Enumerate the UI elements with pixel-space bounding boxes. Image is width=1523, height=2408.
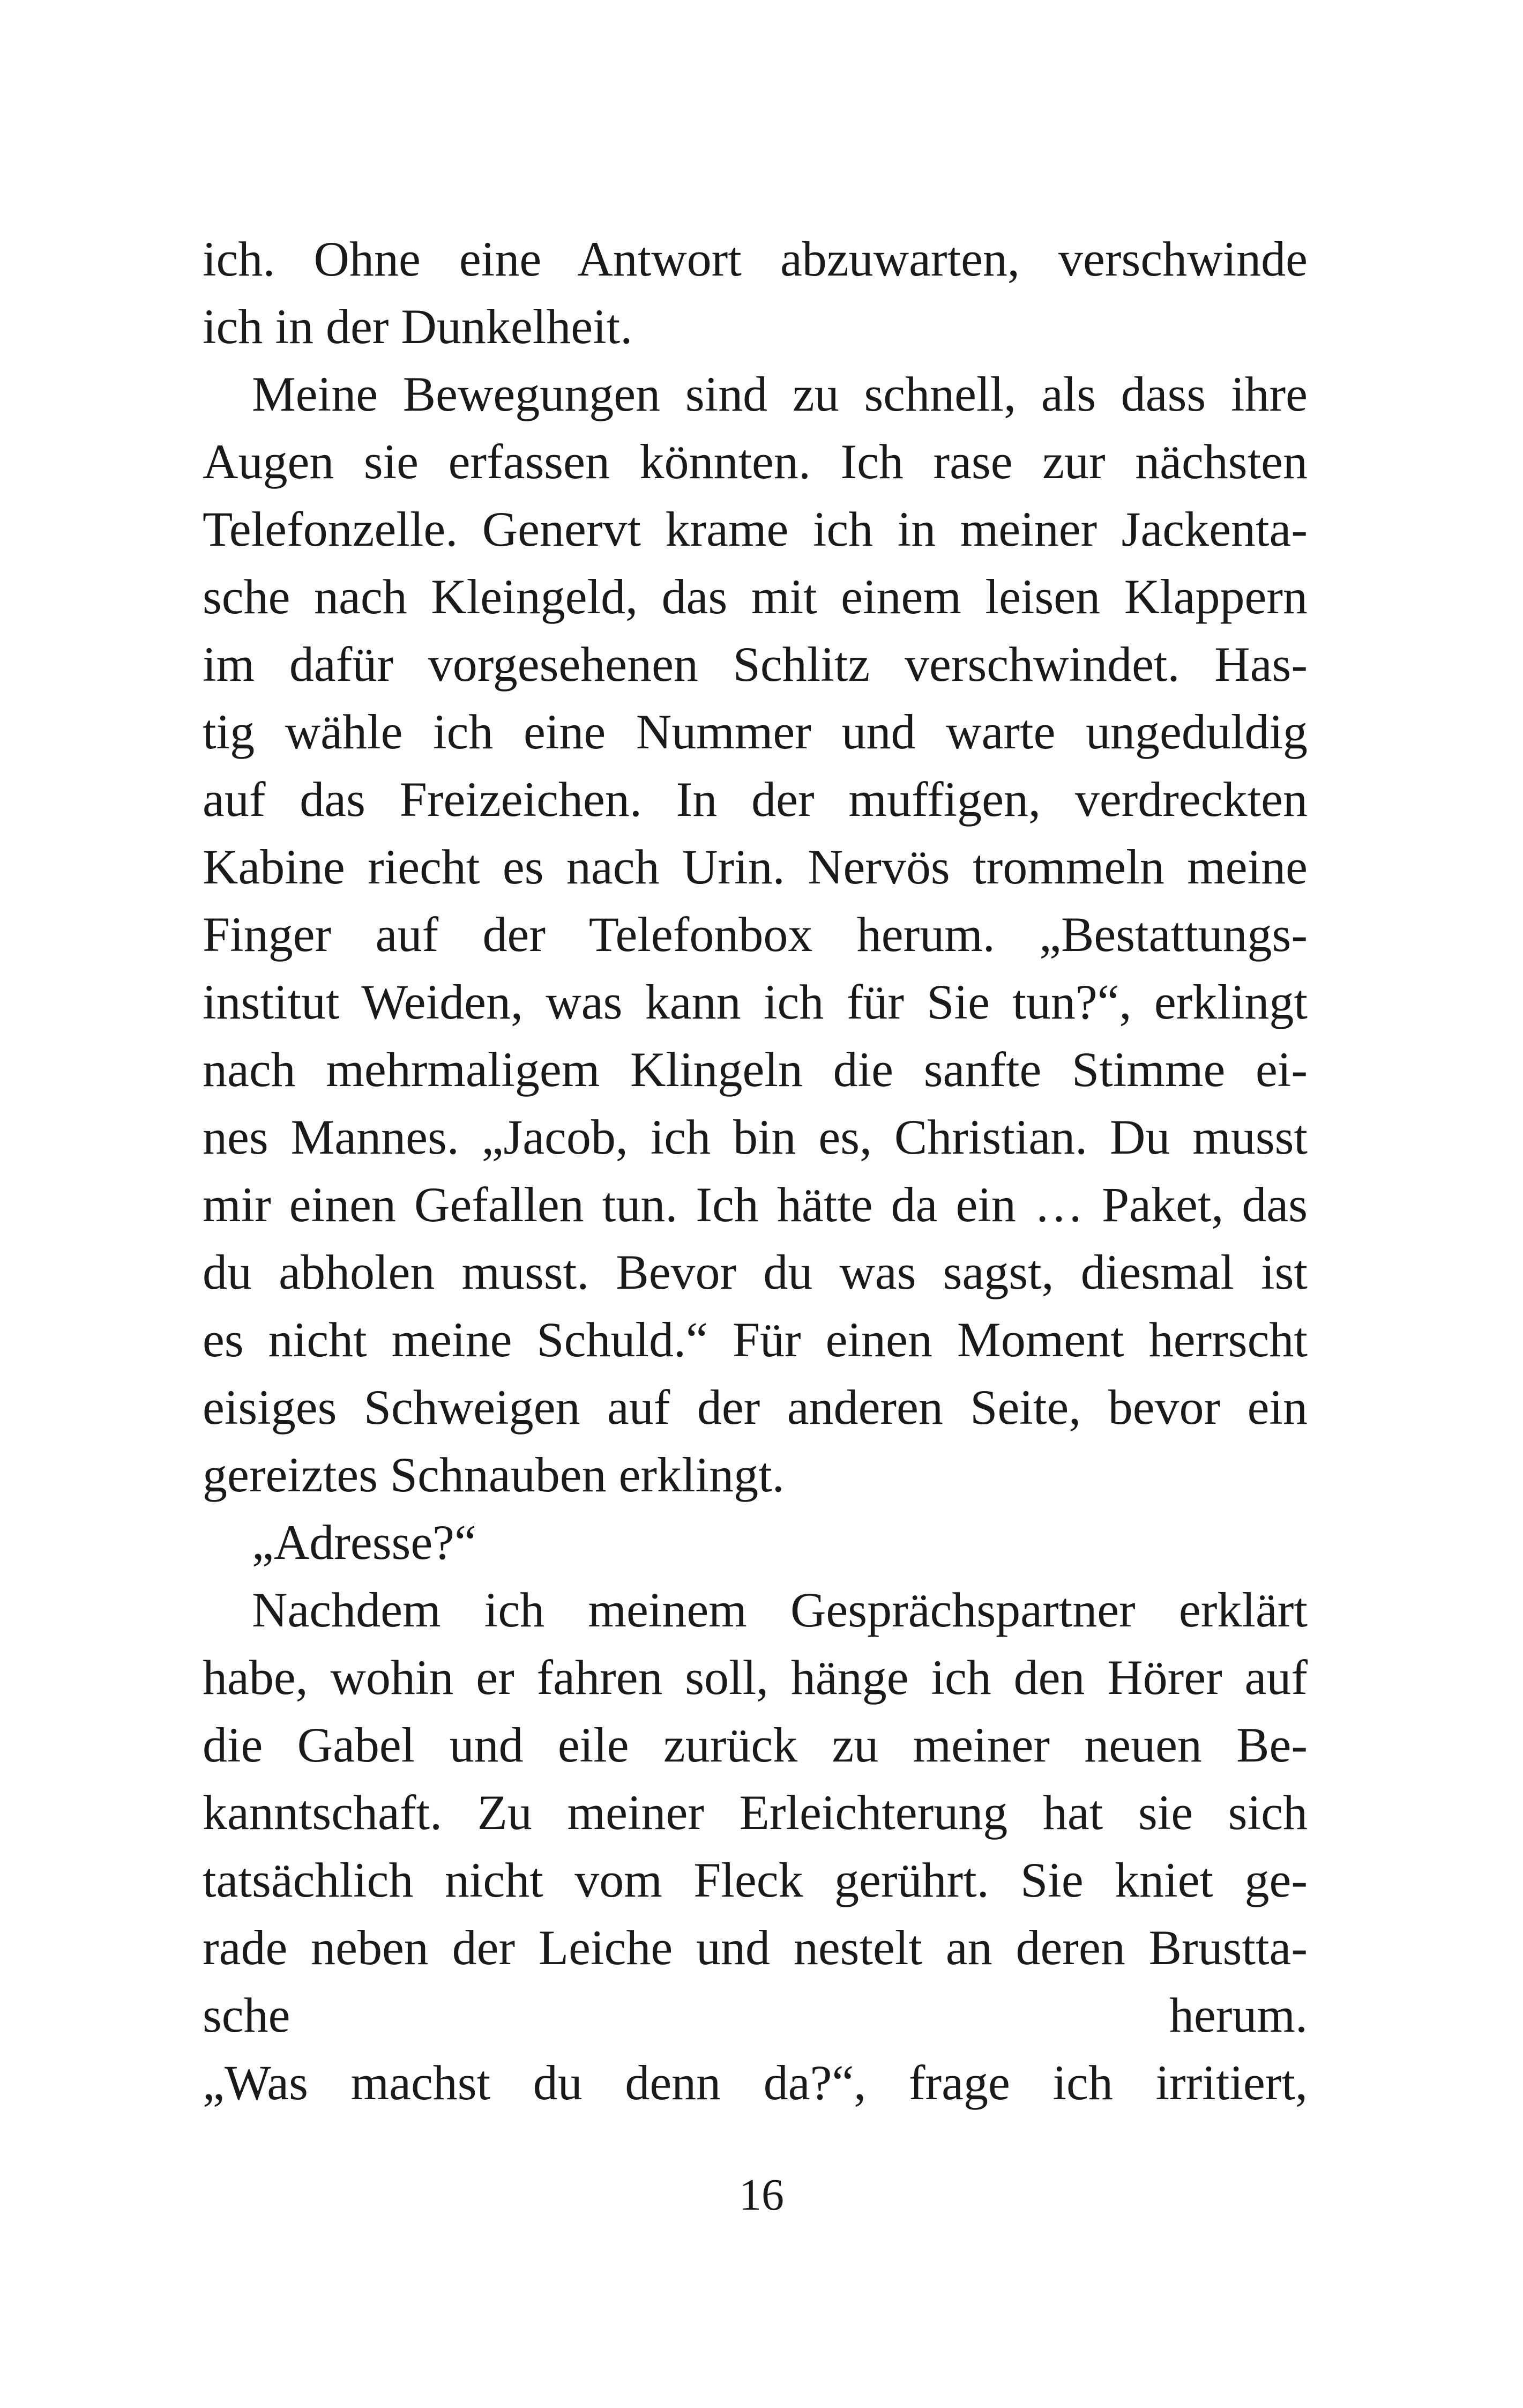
- text-line: sche nach Kleingeld, das mit einem leisen Klappern: [203, 569, 1308, 624]
- text-line: habe, wohin er fahren soll, hänge ich den Hörer auf: [203, 1650, 1308, 1705]
- text-line: nach mehrmaligem Klingeln die sanfte Stimme ei-: [203, 1042, 1308, 1097]
- text-line: eisiges Schweigen auf der anderen Seite, bevor ein: [203, 1380, 1308, 1435]
- text-line: im dafür vorgesehenen Schlitz verschwindet. Has-: [203, 637, 1308, 692]
- text-line: sche herum.: [203, 1988, 1308, 2042]
- text-line: Nachdem ich meinem Gesprächspartner erklärt: [252, 1582, 1308, 1637]
- text-line: kanntschaft. Zu meiner Erleichterung hat sie sich: [203, 1785, 1308, 1840]
- text-line: Kabine riecht es nach Urin. Nervös trommeln meine: [203, 839, 1308, 894]
- body-text: [203, 225, 1308, 2116]
- text-line: mir einen Gefallen tun. Ich hätte da ein … Paket, das: [203, 1177, 1308, 1232]
- text-line: Finger auf der Telefonbox herum. „Bestattungs-: [203, 907, 1308, 962]
- text-line: institut Weiden, was kann ich für Sie tun?“, erklingt: [203, 975, 1308, 1029]
- text-line: rade neben der Leiche und nestelt an deren Brustta-: [203, 1920, 1308, 1975]
- text-line: „Adresse?“: [252, 1515, 476, 1570]
- page-number: 16: [739, 2170, 784, 2220]
- text-line: Augen sie erfassen könnten. Ich rase zur nächsten: [203, 434, 1308, 489]
- text-line: tig wähle ich eine Nummer und warte ungeduldig: [203, 704, 1308, 759]
- text-line: nes Mannes. „Jacob, ich bin es, Christian. Du musst: [203, 1110, 1308, 1164]
- text-line: ich. Ohne eine Antwort abzuwarten, verschwinde: [203, 232, 1308, 286]
- text-line: es nicht meine Schuld.“ Für einen Moment herrscht: [203, 1312, 1308, 1367]
- text-line: Meine Bewegungen sind zu schnell, als dass ihre: [252, 367, 1308, 421]
- text-line: Telefonzelle. Genervt krame ich in meiner Jackenta-: [203, 502, 1308, 556]
- text-line: tatsächlich nicht vom Fleck gerührt. Sie kniet ge-: [203, 1853, 1308, 1907]
- text-line: du abholen musst. Bevor du was sagst, diesmal ist: [203, 1245, 1308, 1299]
- text-line: die Gabel und eile zurück zu meiner neuen Be-: [203, 1718, 1308, 1772]
- text-line: gereiztes Schnauben erklingt.: [203, 1447, 785, 1502]
- text-line: „Was machst du denn da?“, frage ich irritiert,: [203, 2055, 1308, 2110]
- text-line: ich in der Dunkelheit.: [203, 299, 633, 354]
- text-line: auf das Freizeichen. In der muffigen, verdreckten: [203, 772, 1308, 827]
